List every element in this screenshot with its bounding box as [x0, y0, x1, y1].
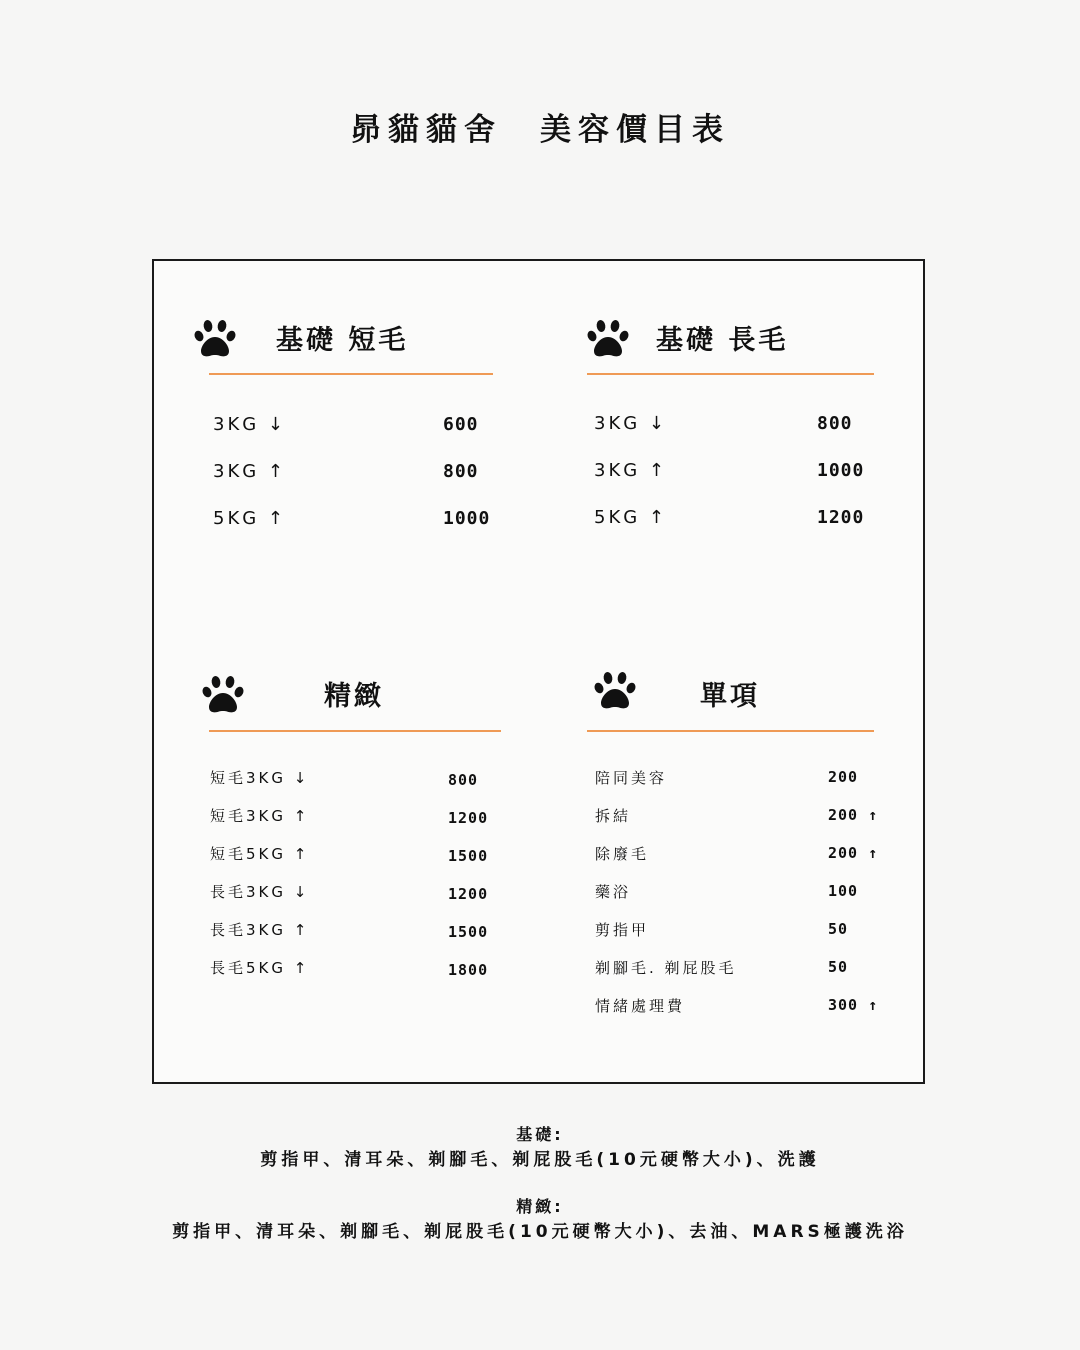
list-item-price: 1000: [817, 460, 865, 481]
paw-icon: [201, 674, 245, 718]
list-item-price: 800: [448, 771, 479, 789]
list-item-label: 藥浴: [595, 883, 632, 901]
list-item-price: 200: [828, 768, 859, 786]
paw-icon: [193, 318, 237, 362]
note-deluxe-text: 剪指甲、清耳朵、剃腳毛、剃屁股毛(10元硬幣大小)、去油、MARS極護洗浴: [172, 1222, 908, 1242]
list-item-label: 3KG ↑: [594, 460, 668, 481]
list-item-price: 200 ↑: [828, 806, 879, 824]
list-item-label: 短毛3KG ↓: [210, 769, 310, 787]
list-item-label: 3KG ↓: [594, 413, 668, 434]
paw-icon: [586, 318, 630, 362]
paw-icon: [593, 670, 637, 714]
section-rule: [209, 730, 501, 732]
list-item-label: 拆結: [595, 807, 632, 825]
list-item-label: 3KG ↓: [213, 414, 287, 435]
list-item-label: 長毛3KG ↑: [210, 921, 310, 939]
section-rule: [587, 373, 874, 375]
list-item-price: 1500: [448, 847, 489, 865]
list-item-label: 情緒處理費: [595, 997, 686, 1015]
note-deluxe-heading: 精緻:: [516, 1197, 564, 1216]
section-rule: [209, 373, 493, 375]
list-item-label: 剃腳毛. 剃屁股毛: [595, 959, 737, 977]
list-item-label: 除廢毛: [595, 845, 650, 863]
list-item-price: 1000: [443, 508, 491, 529]
list-item-label: 短毛5KG ↑: [210, 845, 310, 863]
list-item-price: 50: [828, 920, 849, 938]
section-heading-basic-short: 基礎 短毛: [276, 325, 409, 356]
list-item-price: 1500: [448, 923, 489, 941]
list-item-price: 300 ↑: [828, 996, 879, 1014]
list-item-price: 1200: [817, 507, 865, 528]
list-item-price: 800: [817, 413, 853, 434]
list-item-price: 600: [443, 414, 479, 435]
page-title: 昴貓貓舍 美容價目表: [350, 112, 730, 148]
section-heading-basic-long: 基礎 長毛: [656, 325, 789, 356]
list-item-price: 1200: [448, 885, 489, 903]
section-heading-single: 單項: [700, 681, 760, 712]
list-item-label: 3KG ↑: [213, 461, 287, 482]
note-basic-text: 剪指甲、清耳朵、剃腳毛、剃屁股毛(10元硬幣大小)、洗護: [260, 1150, 820, 1170]
section-heading-deluxe: 精緻: [324, 681, 384, 712]
list-item-price: 100: [828, 882, 859, 900]
list-item-price: 1800: [448, 961, 489, 979]
list-item-label: 長毛3KG ↓: [210, 883, 310, 901]
list-item-label: 5KG ↑: [213, 508, 287, 529]
list-item-label: 陪同美容: [595, 769, 668, 787]
section-rule: [587, 730, 874, 732]
list-item-label: 長毛5KG ↑: [210, 959, 310, 977]
list-item-label: 剪指甲: [595, 921, 650, 939]
list-item-price: 200 ↑: [828, 844, 879, 862]
note-basic-heading: 基礎:: [516, 1125, 564, 1144]
list-item-price: 1200: [448, 809, 489, 827]
list-item-price: 800: [443, 461, 479, 482]
list-item-label: 5KG ↑: [594, 507, 668, 528]
list-item-label: 短毛3KG ↑: [210, 807, 310, 825]
list-item-price: 50: [828, 958, 849, 976]
